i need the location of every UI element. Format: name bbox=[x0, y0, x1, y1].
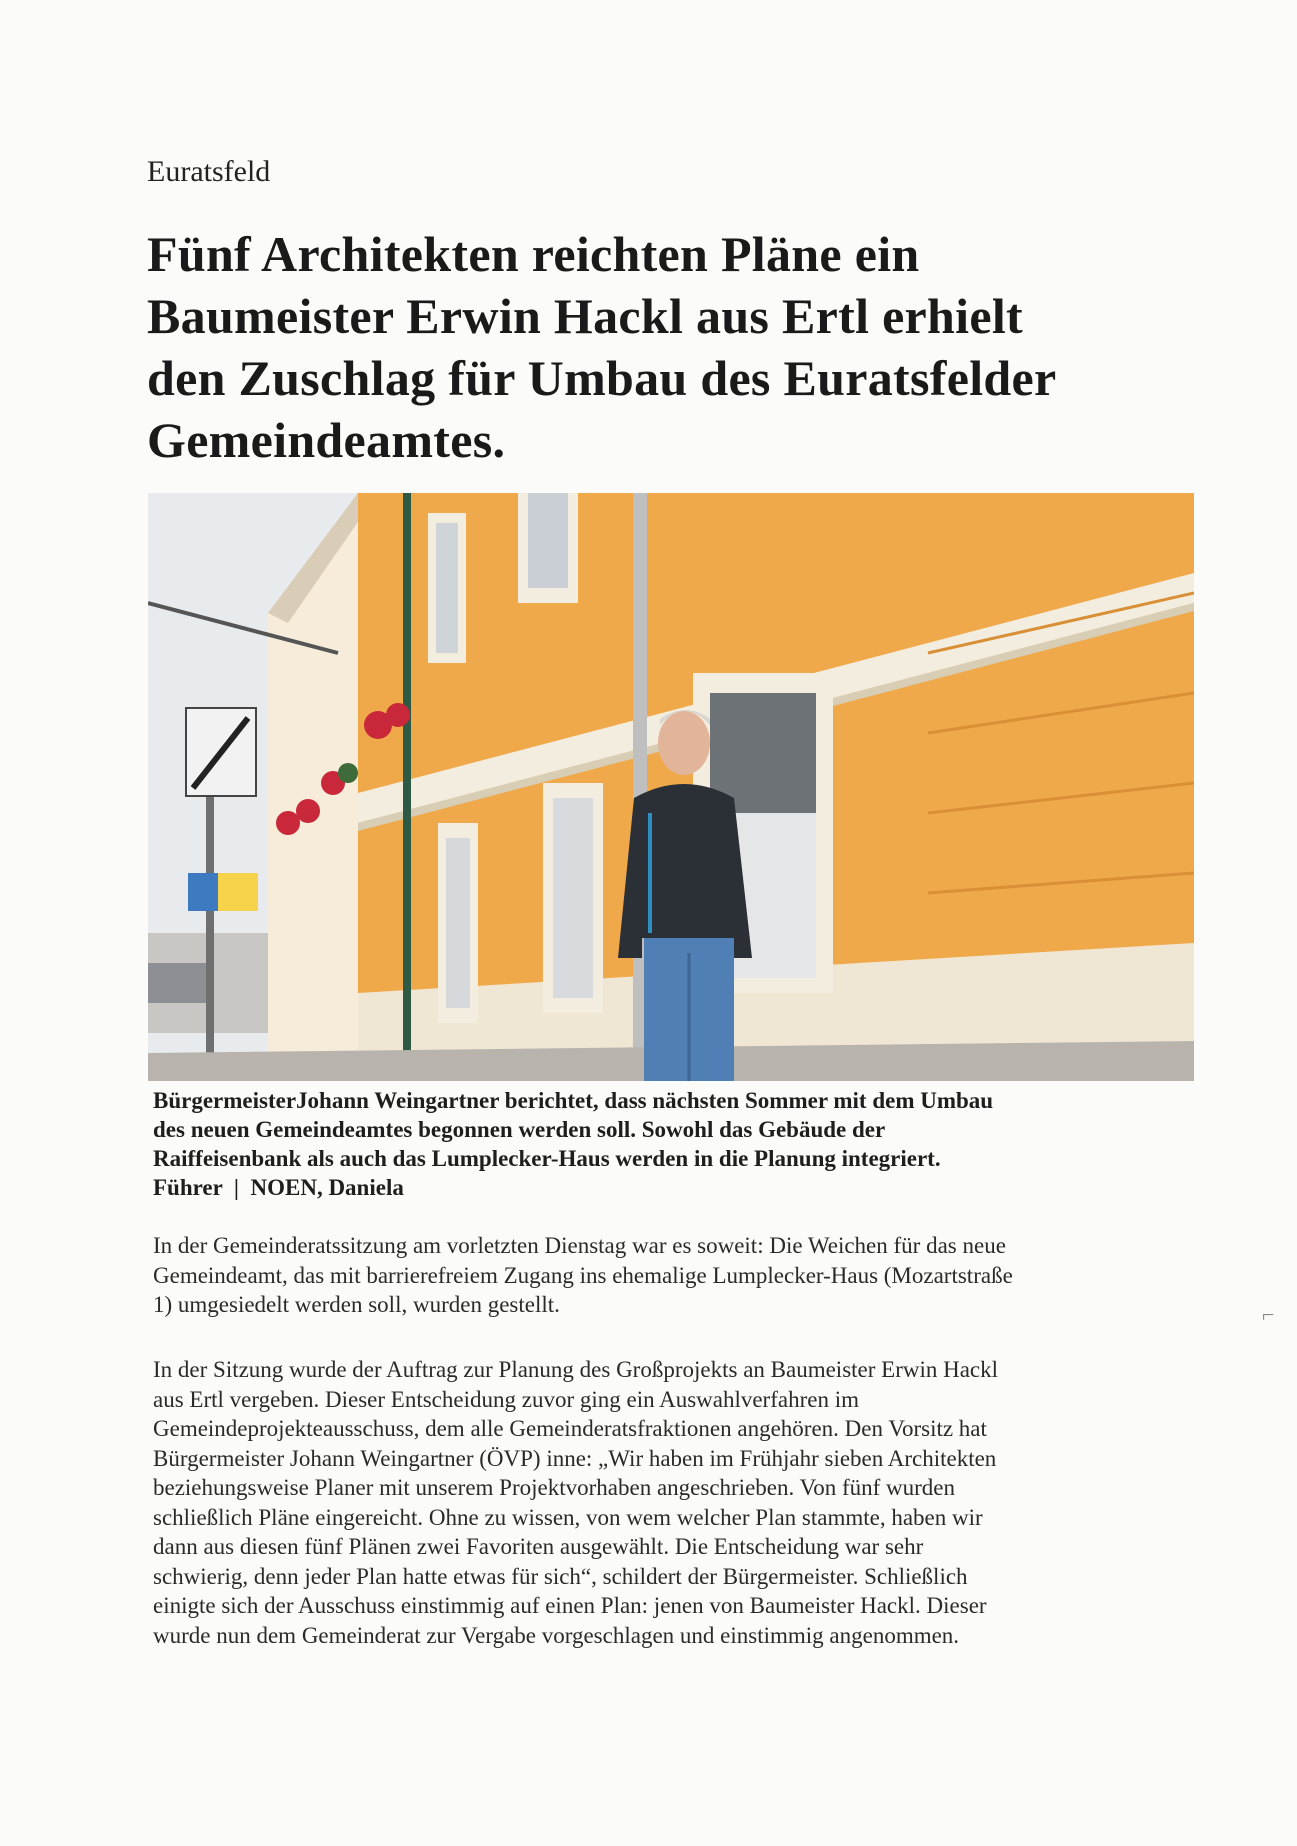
body-line: beziehungsweise Planer mit unserem Projektvorhaben angeschrieben. Von fünf wurden bbox=[153, 1475, 956, 1500]
body-paragraph-1 bbox=[153, 1231, 1153, 1320]
body-line: Bürgermeister Johann Weingartner (ÖVP) inne: „Wir haben im Frühjahr sieben Architekten bbox=[153, 1445, 997, 1471]
caption-line: des neuen Gemeindeamtes begonnen werden soll. Sowohl das Gebäude der bbox=[153, 1117, 886, 1142]
body-line: aus Ertl vergeben. Dieser Entscheidung zuvor ging ein Auswahlverfahren im bbox=[153, 1386, 859, 1412]
body-line: schließlich Pläne eingereicht. Ohne zu wissen, von wem welcher Plan stammte, haben wir bbox=[153, 1504, 983, 1530]
headline-line: Fünf Architekten reichten Pläne ein bbox=[147, 226, 920, 282]
body-line: In der Gemeinderatssitzung am vorletzten Dienstag war es soweit: Die Weichen für das neue bbox=[153, 1233, 1006, 1258]
headline bbox=[147, 223, 1147, 471]
body-line: dann aus diesen fünf Plänen zwei Favoriten ausgewählt. Die Entscheidung war sehr bbox=[153, 1534, 924, 1559]
headline-line: Baumeister Erwin Hackl aus Ertl erhielt bbox=[147, 288, 1023, 344]
photo-illustration bbox=[148, 493, 1194, 1081]
photo-caption bbox=[153, 1086, 1153, 1202]
location-label: Euratsfeld bbox=[147, 155, 271, 188]
scan-mark: ⌐ bbox=[1262, 1302, 1275, 1327]
body-line: Gemeindeprojekteausschuss, dem alle Gemeinderatsfraktionen angehören. Den Vorsitz hat bbox=[153, 1416, 987, 1441]
body-line: In der Sitzung wurde der Auftrag zur Planung des Großprojekts an Baumeister Erwin Hackl bbox=[153, 1357, 999, 1382]
body-line: wurde nun dem Gemeinderat zur Vergabe vorgeschlagen und einstimmig angenommen. bbox=[153, 1622, 960, 1648]
body-paragraph-2 bbox=[153, 1355, 1153, 1650]
headline-line: Gemeindeamtes. bbox=[147, 412, 506, 468]
article-photo bbox=[148, 493, 1194, 1081]
caption-credit: Führer | NOEN, Daniela bbox=[153, 1175, 404, 1200]
body-line: 1) umgesiedelt werden soll, wurden gestellt. bbox=[153, 1292, 560, 1317]
caption-line: Raiffeisenbank als auch das Lumplecker-Haus werden in die Planung integriert. bbox=[153, 1146, 941, 1171]
caption-line: BürgermeisterJohann Weingartner berichtet, dass nächsten Sommer mit dem Umbau bbox=[153, 1088, 994, 1113]
body-line: einigte sich der Ausschuss einstimmig auf einen Plan: jenen von Baumeister Hackl. Dieser bbox=[153, 1593, 987, 1618]
body-line: schwierig, denn jeder Plan hatte etwas für sich“, schildert der Bürgermeister. Schließlich bbox=[153, 1563, 968, 1589]
body-line: Gemeindeamt, das mit barrierefreiem Zugang ins ehemalige Lumplecker-Haus (Mozartstraße bbox=[153, 1262, 1013, 1288]
headline-line: den Zuschlag für Umbau des Euratsfelder bbox=[147, 350, 1057, 406]
